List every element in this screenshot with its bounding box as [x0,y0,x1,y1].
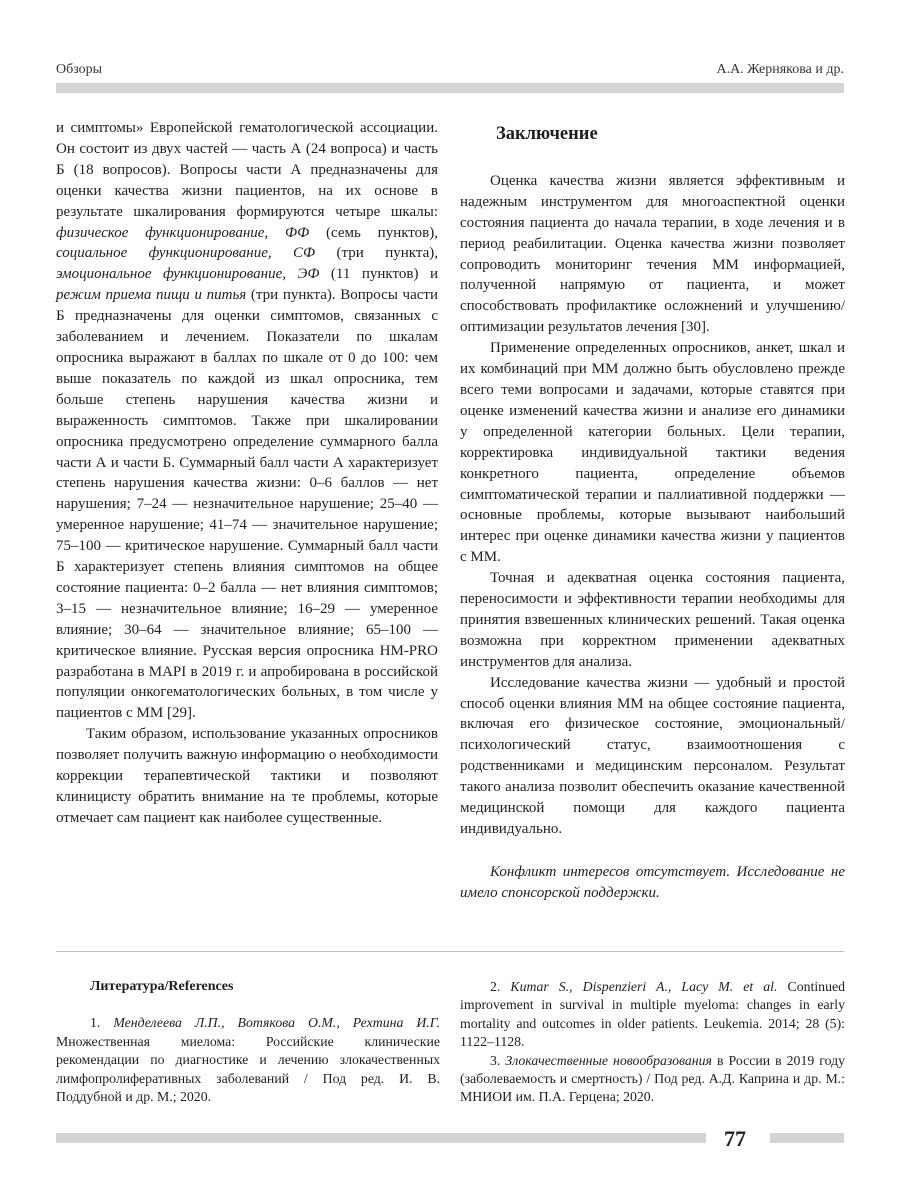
footer-bar [56,1133,706,1143]
left-column [56,118,438,829]
conclusion-paragraph-3: Точная и адекватная оценка состояния пациента, переносимости и эффективности терапии необходимы для принятия взвешенных клинических решений. Такая оценка возможна при корректном применении адекватных инструментов для анализа. [460,570,845,670]
conclusion-paragraph-1: Оценка качества жизни является эффективным и надежным инструментом для многоаспектной оценки состояния пациента до начала терапии, в ходе лечения и в период реабилитации. Оценка качества жизни позволяет сопроводить мониторинг течения ММ информацией, полученной напрямую от пациента, и может способствовать профилактике осложнений и улучшению/оптимизации результатов лечения [30]. [460,172,845,336]
left-paragraph-2: Таким образом, использование указанных опросников позволяет получить важную информацию о необходимости коррекции терапевтической тактики и позволяют клиницисту обратить внимание на те проблемы, которые отмечает сам пациент как наиболее существенные. [56,726,438,826]
reference-1: 1. Менделеева Л.П., Вотякова О.М., Рехтина И.Г. Множественная миелома: Российские клинические рекомендации по диагностике и лечению злокачественных лимфопролиферативных заболеваний / Под ред. И. В. Поддубной и др. М.; 2020. [56,1015,440,1105]
references-right [460,978,845,1107]
conclusion-paragraph-4: Исследование качества жизни — удобный и простой способ оценки влияния ММ на общее состояние пациента, включая его физическое состояние, эмоциональный/психологический статус, взаимоотношения с родственниками и медицинским персоналом. Результат такого анализа позволит обеспечить оказание качественной медицинской помощи для каждого пациента индивидуально. [460,674,845,837]
footer-bar-end [770,1133,844,1143]
left-paragraph-1: и симптомы» Европейской гематологической ассоциации. Он состоит из двух частей — часть А (24 вопроса) и часть Б (18 вопросов). Вопросы части А предназначены для оценки качества жизни пациентов, на их основе в результате шкалирования формируются четыре шкалы: физическое функционирование, ФФ (семь пунктов), социальное функционирование, СФ (три пункта), эмоциональное функционирование, ЭФ (11 пунктов) и режим приема пищи и питья (три пункта). Вопросы части Б предназначены для оценки симптомов, связанных с заболеванием и лечением. Показатели по шкалам опросника выражают в баллах по шкале от 0 до 100: чем выше показатель по каждой из шкал опросника, тем больше степень нарушения качества жизни и выраженность симптомов. Также при шкалировании опросника предусмотрено определение суммарного балла части А и части Б. Суммарный балл части А характеризует степень нарушения качества жизни: 0–6 баллов — нет нарушения; 7–24 — незначительное нарушение; 25–40 — умеренное нарушение; 41–74 — значительное нарушение; 75–100 — критическое нарушение. Суммарный балл части Б характеризует степень влияния симптомов на общее состояние пациента: 0–2 балла — нет влияния симптомов; 3–15 — незначительное влияние; 16–29 — умеренное влияние; 30–64 — значительное влияние; 65–100 — критическое влияние. Русская версия опросника HM-PRO разработана в MAPI в 2019 г. и апробирована в российской популяции онкогематологических больных, в том числе у пациентов с ММ [29]. [56,120,438,722]
scale-physical: физическое функционирование, ФФ [56,224,310,241]
scale-emotional: эмоциональное функционирование, ЭФ [56,266,320,283]
conflict-of-interest: Конфликт интересов отсутствует. Исследование не имело спонсорской поддержки. [460,863,845,901]
running-head [56,62,844,80]
header-bar [56,83,844,93]
right-column [460,118,845,904]
references-left [56,978,440,1106]
references-heading: Литература/References [90,979,234,994]
scale-social: социальное функционирование, СФ [56,245,316,262]
section-label: Обзоры [56,62,103,77]
page-number: 77 [724,1126,746,1151]
authors-label: А.А. Жернякова и др. [716,62,844,77]
conclusion-heading: Заключение [496,124,598,144]
references-divider [56,951,844,952]
scale-eating: режим приема пищи и питья [56,287,247,304]
conclusion-paragraph-2: Применение определенных опросников, анкет, шкал и их комбинаций при ММ должно быть обусловлено прежде всего теми вопросами и задачами, которые ставятся при оценке изменений качества жизни и анализе его динамики у определенной категории больных. Цели терапии, корректировка индивидуальной тактики ведения конкретного пациента, определение объемов симптоматической терапии и паллиативной поддержки — основные проблемы, которые вызывают наибольший интерес при оценке динамики качества жизни у пациентов с ММ. [460,340,845,566]
reference-3: 3. Злокачественные новообразования в России в 2019 году (заболеваемость и смертность) / Под ред. А.Д. Каприна и др. М.: МНИОИ им. П.А. Герцена; 2020. [460,1052,845,1105]
reference-2: 2. Kumar S., Dispenzieri A., Lacy M. et al. Continued improvement in survival in multiple myeloma: changes in early mortality and outcomes in older patients. Leukemia. 2014; 28 (5): 1122–1128. [460,979,846,1050]
